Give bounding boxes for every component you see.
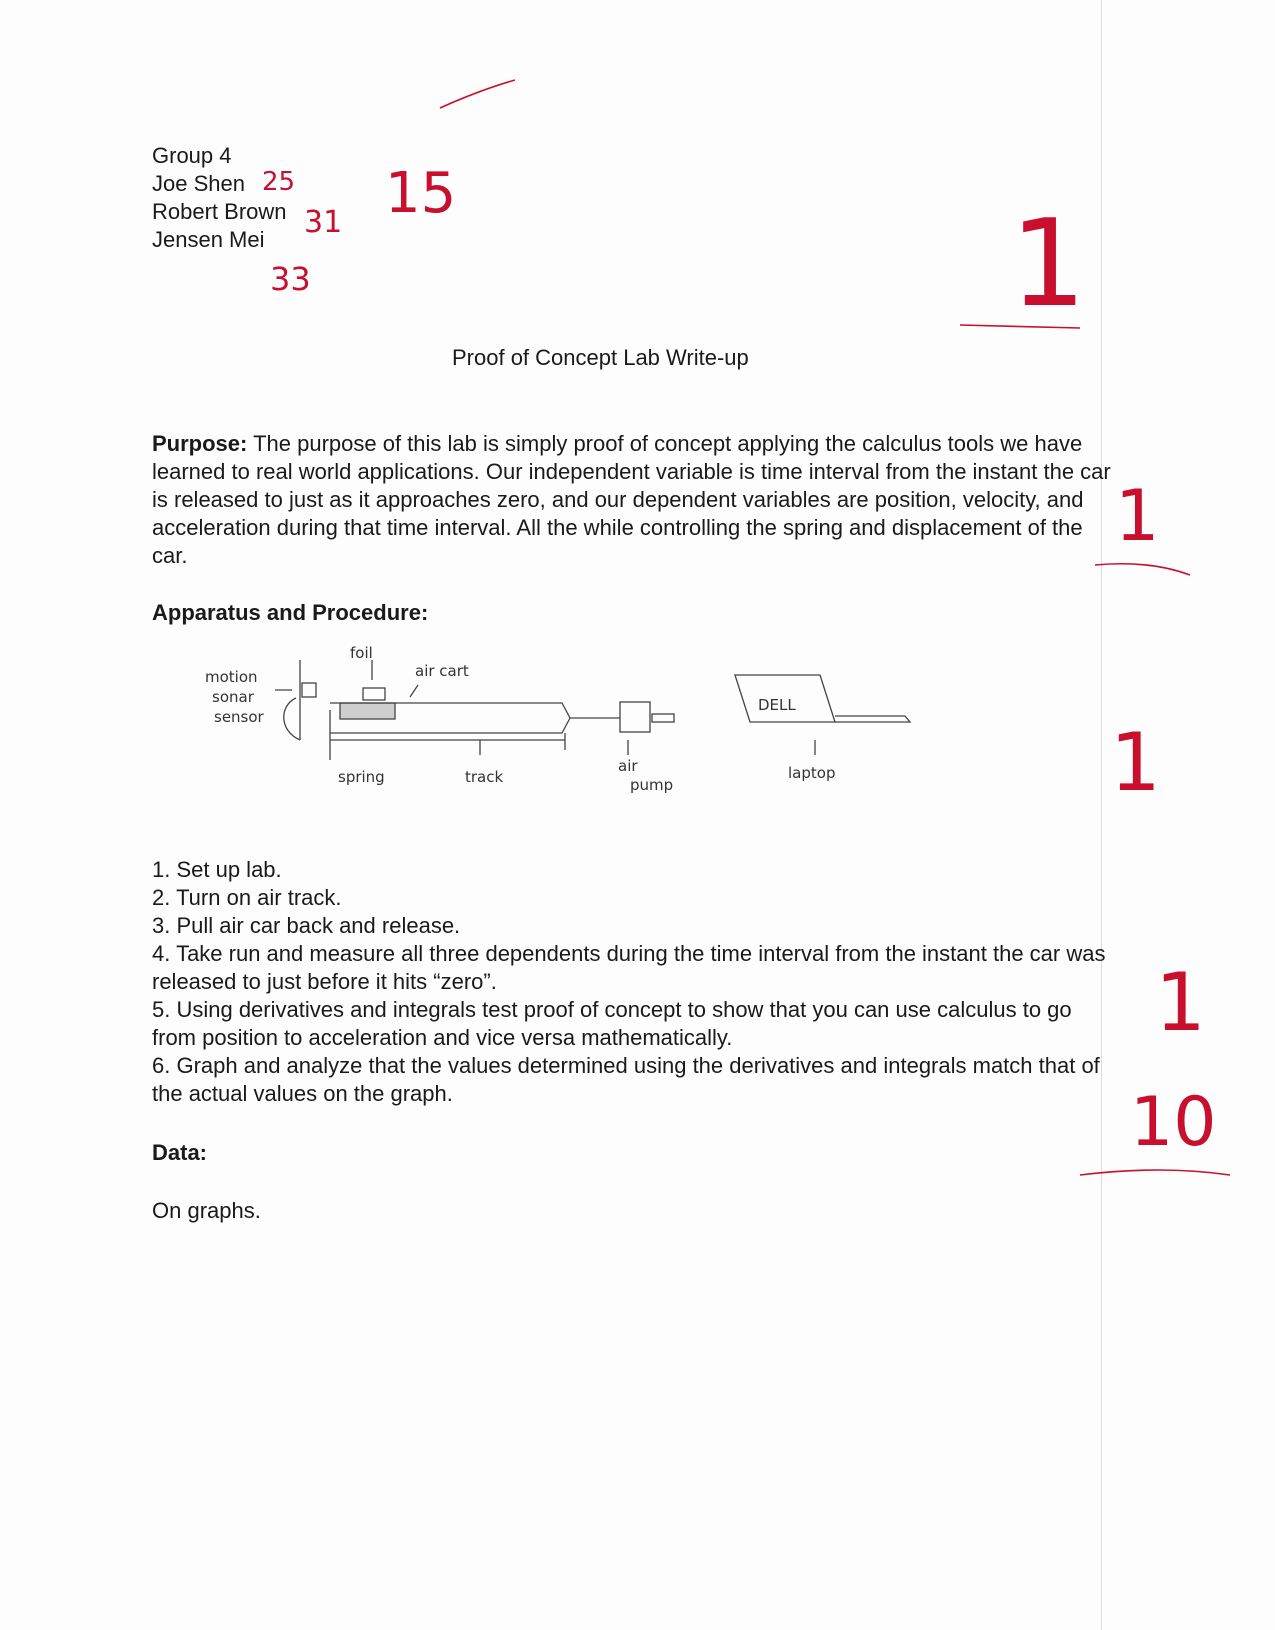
sketch-label-dell: DELL <box>758 696 796 714</box>
step-item: 3. Pull air car back and release. <box>152 913 461 938</box>
sketch-label-air: air <box>618 757 638 775</box>
score-joe: 25 <box>262 167 296 197</box>
margin-mark-5: 10 <box>1130 1083 1217 1162</box>
member-name: Robert Brown <box>152 199 287 224</box>
purpose-label: Purpose: <box>152 431 248 456</box>
red-underline-2 <box>1095 564 1190 575</box>
apparatus-heading: Apparatus and Procedure: <box>152 600 429 625</box>
step-item: 5. Using derivatives and integrals test proof of concept to show that you can use calculus to go from position to acceleration and vice versa mathematically. <box>152 997 1072 1050</box>
group-label: Group 4 <box>152 143 232 168</box>
score-total: 15 <box>385 161 457 226</box>
data-text: On graphs. <box>152 1198 261 1223</box>
margin-mark-3: 1 <box>1110 716 1161 809</box>
sketch-label-motion: motion <box>205 668 258 686</box>
step-item: 1. Set up lab. <box>152 857 282 882</box>
sketch-label-sensor: sensor <box>214 708 264 726</box>
sketch-label-foil: foil <box>350 644 373 662</box>
step-item: 6. Graph and analyze that the values determined using the derivatives and integrals match that of the actual values on the graph. <box>152 1053 1100 1106</box>
sketch-label-air-cart: air cart <box>415 662 469 680</box>
margin-mark-1: 1 <box>1010 195 1087 334</box>
sketch-label-pump: pump <box>630 776 674 794</box>
sketch-label-track: track <box>465 768 504 786</box>
margin-mark-4: 1 <box>1155 956 1206 1049</box>
data-heading: Data: <box>152 1140 208 1165</box>
sketch-label-spring: spring <box>338 768 385 786</box>
margin-mark-2: 1 <box>1115 475 1160 557</box>
sketch-label-sonar: sonar <box>212 688 254 706</box>
sketch-label-laptop: laptop <box>788 764 836 782</box>
member-name: Jensen Mei <box>152 227 265 252</box>
step-item: 4. Take run and measure all three dependents during the time interval from the instant the car was released to just before it hits “zero”. <box>152 941 1106 994</box>
score-robert: 31 <box>304 205 343 240</box>
red-underline-3 <box>1080 1170 1230 1175</box>
purpose-text: The purpose of this lab is simply proof of concept applying the calculus tools we have learned to real world applications. Our independent variable is time interval from the instant the car is released to just as it approaches zero, and our dependent variables are position, velocity, and acceleration during that time interval. All the while controlling the spring and displacement of the car. <box>152 431 1111 568</box>
member-name: Joe Shen <box>152 171 245 196</box>
step-item: 2. Turn on air track. <box>152 885 342 910</box>
score-jensen: 33 <box>270 260 311 298</box>
red-flourish <box>440 80 515 108</box>
document-title: Proof of Concept Lab Write-up <box>452 345 749 370</box>
